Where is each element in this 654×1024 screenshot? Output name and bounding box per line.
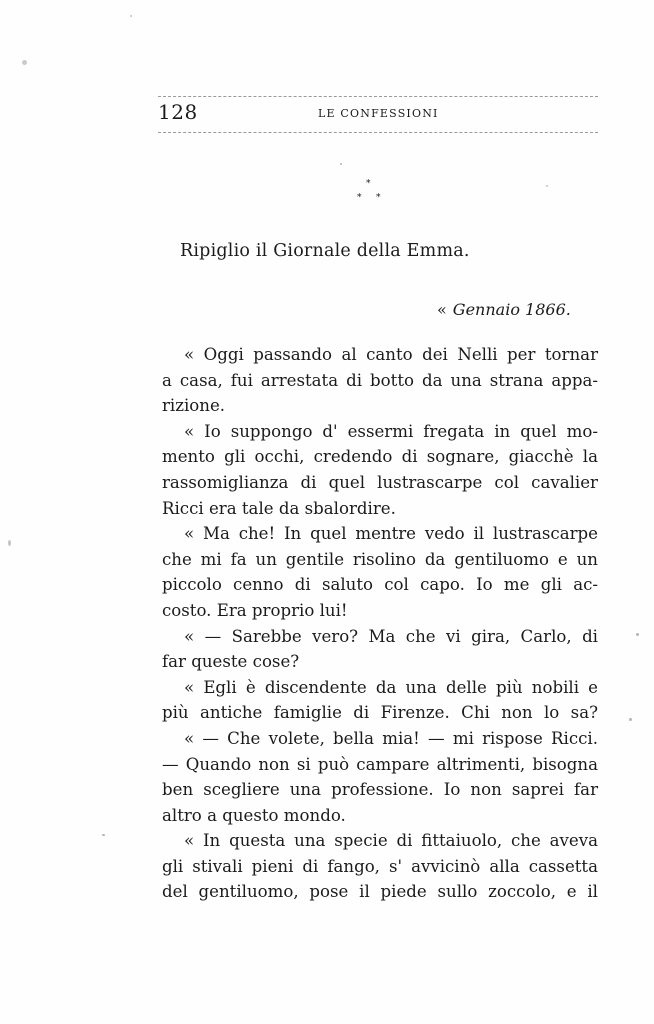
asterism-star-top: * (366, 179, 371, 189)
text-line: ben scegliere una professione. Io non saprei far (162, 780, 598, 800)
dateline-date: Gennaio 1866. (452, 300, 571, 319)
text-line: « In questa una specie di fittaiuolo, che aveva (184, 831, 598, 851)
text-line: « Egli è discendente da una delle più nobili e (184, 677, 598, 697)
text-line: far queste cose? (162, 652, 300, 672)
dateline-quote: « (437, 300, 447, 319)
text-line: più antiche famiglie di Firenze. Chi non lo sa? (162, 703, 598, 723)
header-top-rule (158, 96, 598, 97)
text-line: « Oggi passando al canto dei Nelli per tornar (184, 345, 598, 364)
text-line: « Ma che! In quel mentre vedo il lustrascarpe (184, 524, 598, 544)
text-line: mento gli occhi, credendo di sognare, giacchè la (162, 447, 598, 467)
asterism-ornament (350, 180, 390, 210)
body-text (162, 342, 598, 905)
scan-speck (546, 185, 548, 187)
text-line: Ricci era tale da sbalordire. (162, 498, 396, 518)
text-line: altro a questo mondo. (162, 805, 346, 825)
text-line: rizione. (162, 396, 226, 416)
text-line: rassomiglianza di quel lustrascarpe col cavalier (162, 472, 598, 492)
scan-speck (102, 834, 105, 836)
text-line: « — Sarebbe vero? Ma che vi gira, Carlo, di (184, 626, 598, 646)
asterism-star-left: * (357, 193, 362, 203)
page-header (158, 96, 598, 136)
scan-speck (8, 540, 11, 546)
scan-speck (22, 60, 27, 65)
text-line: che mi fa un gentile risolino da gentiluomo e un (162, 549, 598, 569)
text-line: costo. Era proprio lui! (162, 600, 348, 620)
scan-speck (340, 163, 342, 165)
text-line: gli stivali pieni di fango, s' avvicinò alla cassetta (162, 856, 598, 876)
text-line: del gentiluomo, pose il piede sullo zoccolo, e il (162, 882, 598, 902)
text-line: a casa, fui arrestata di botto da una strana appa- (162, 370, 598, 390)
text-line: — Quando non si può campare altrimenti, bisogna (162, 754, 598, 774)
header-bottom-rule (158, 132, 598, 133)
text-line: « Io suppongo d' essermi fregata in quel mo- (184, 421, 598, 441)
page-number: 128 (158, 100, 198, 124)
running-head: LE CONFESSIONI (318, 107, 439, 120)
dateline (437, 300, 571, 319)
asterism-star-right: * (376, 193, 381, 203)
scan-speck (130, 15, 132, 17)
section-heading: Ripiglio il Giornale della Emma. (180, 241, 470, 261)
text-line: « — Che volete, bella mia! — mi rispose Ricci. (184, 728, 598, 748)
scan-speck (629, 718, 632, 721)
scan-speck (636, 633, 639, 636)
text-line: piccolo cenno di saluto col capo. Io me gli ac- (162, 575, 598, 595)
